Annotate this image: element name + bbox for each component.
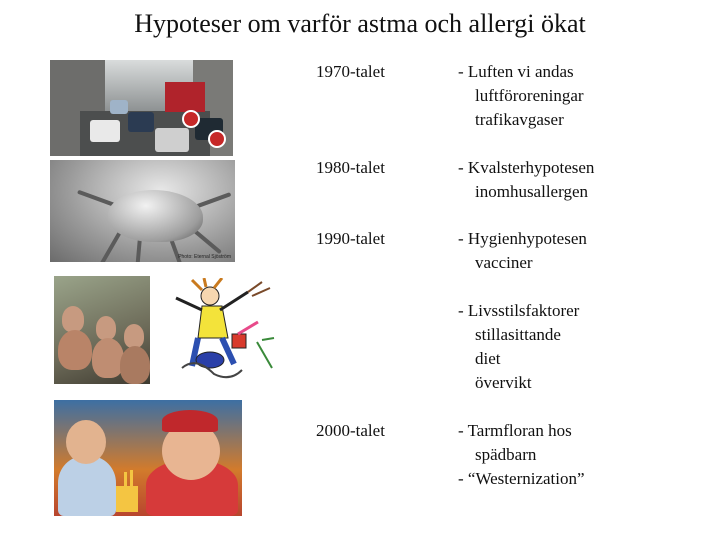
sauna-people-photo xyxy=(54,276,150,384)
decade-label: 1980-talet xyxy=(316,158,385,177)
children-eating-fastfood-photo xyxy=(54,400,242,516)
decade-label: 1970-talet xyxy=(316,62,385,81)
decade-label: 1990-talet xyxy=(316,229,385,248)
traffic-photo xyxy=(50,60,233,156)
hypothesis-text: - Hygienhypotesen vacciner xyxy=(458,229,587,272)
hypothesis-text: - Livsstilsfaktorer stillasittande diet övervikt xyxy=(458,301,580,392)
cartoon-housework-figure xyxy=(162,278,278,384)
hypothesis-text: - Tarmfloran hos spädbarn - “Westernization” xyxy=(458,421,585,488)
photo-credit: Photo: Eternal Sjöström xyxy=(178,254,231,260)
dust-mite-photo xyxy=(50,160,235,262)
hypothesis-text: - Kvalsterhypotesen inomhusallergen xyxy=(458,158,595,201)
hypothesis-text: - Luften vi andas luftföroreningar trafikavgaser xyxy=(458,62,584,129)
decade-label: 2000-talet xyxy=(316,421,385,440)
slide-title: Hypoteser om varför astma och allergi ökat xyxy=(134,9,586,38)
